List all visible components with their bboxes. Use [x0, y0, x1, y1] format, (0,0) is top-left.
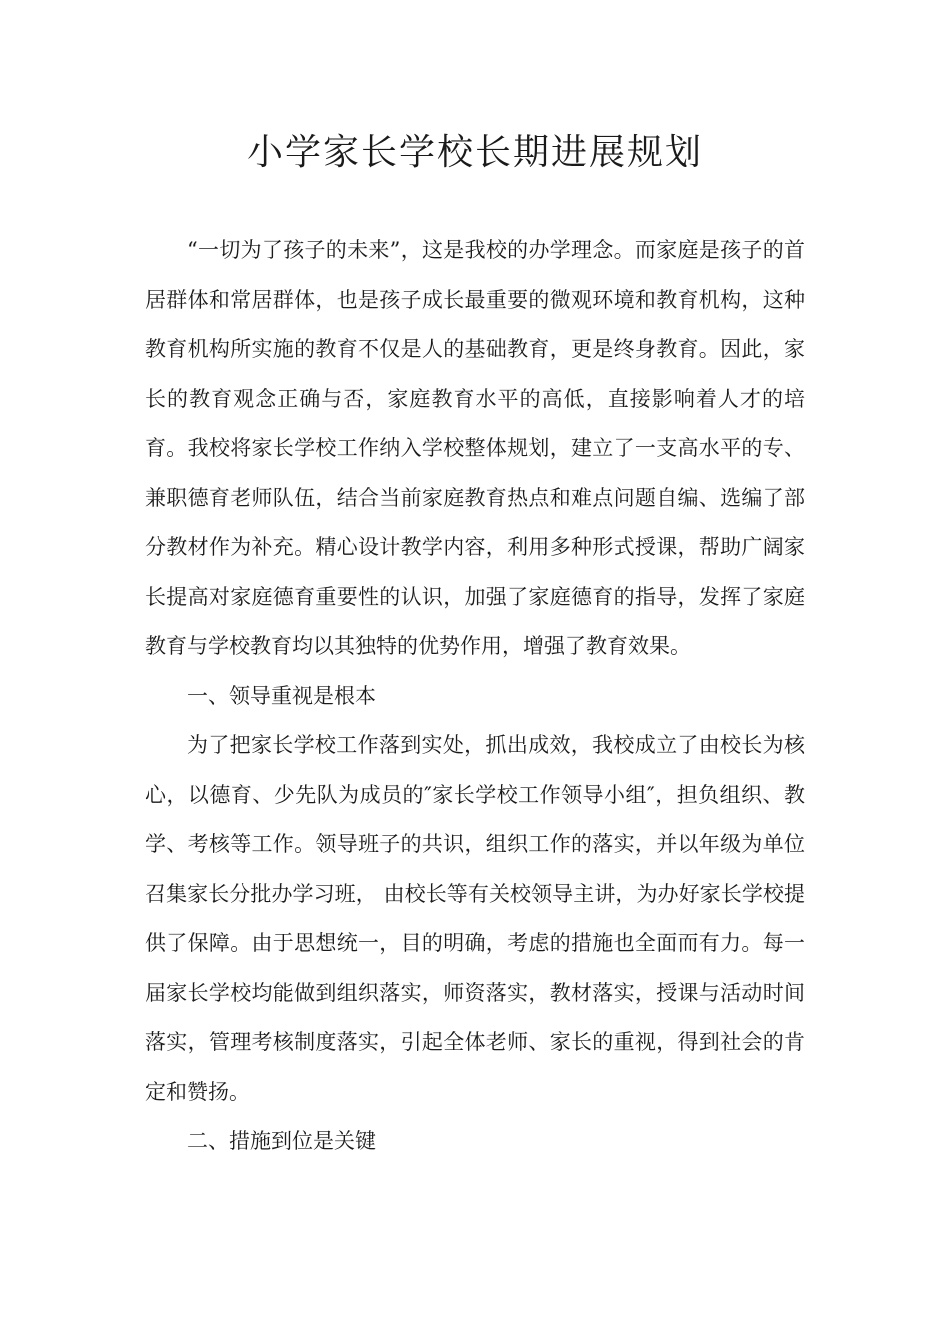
section-heading-2: 二、措施到位是关键 — [187, 1129, 376, 1153]
section-1-paragraph: 为了把家长学校工作落到实处，抓出成效，我校成立了由校长为核心，以德育、少先队为成员的″家长学校工作领导小组″，担负组织、教学、考核等工作。领导班子的共识，组织工作的落实，并以年级为单位召集家长分批办学习班， 由校长等有关校领导主讲，为办好家长学校提供了保障。由于思想统一，目的明确，考虑的措施也全面而有力。每一届家长学校均能做到组织落实，师资落实，教材落实，授课与活动时间落实，管理考核制度落实，引起全体老师、家长的重视，得到社会的肯定和赞扬。 — [145, 733, 805, 1104]
document-body — [145, 226, 805, 1167]
document-title: 小学家长学校长期进展规划 — [246, 132, 703, 173]
section-heading-1: 一、领导重视是根本 — [187, 683, 376, 708]
intro-paragraph: “一切为了孩子的未来”，这是我校的办学理念。而家庭是孩子的首居群体和常居群体，也是孩子成长最重要的微观环境和教育机构，这种教育机构所实施的教育不仅是人的基础教育，更是终身教育。因此，家长的教育观念正确与否，家庭教育水平的高低，直接影响着人才的培育。我校将家长学校工作纳入学校整体规划，建立了一支高水平的专、兼职德育老师队伍，结合当前家庭教育热点和难点问题自编、选编了部分教材作为补充。精心设计教学内容，利用多种形式授课，帮助广阔家长提高对家庭德育重要性的认识，加强了家庭德育的指导，发挥了家庭教育与学校教育均以其独特的优势作用，增强了教育效果。 — [145, 238, 805, 658]
